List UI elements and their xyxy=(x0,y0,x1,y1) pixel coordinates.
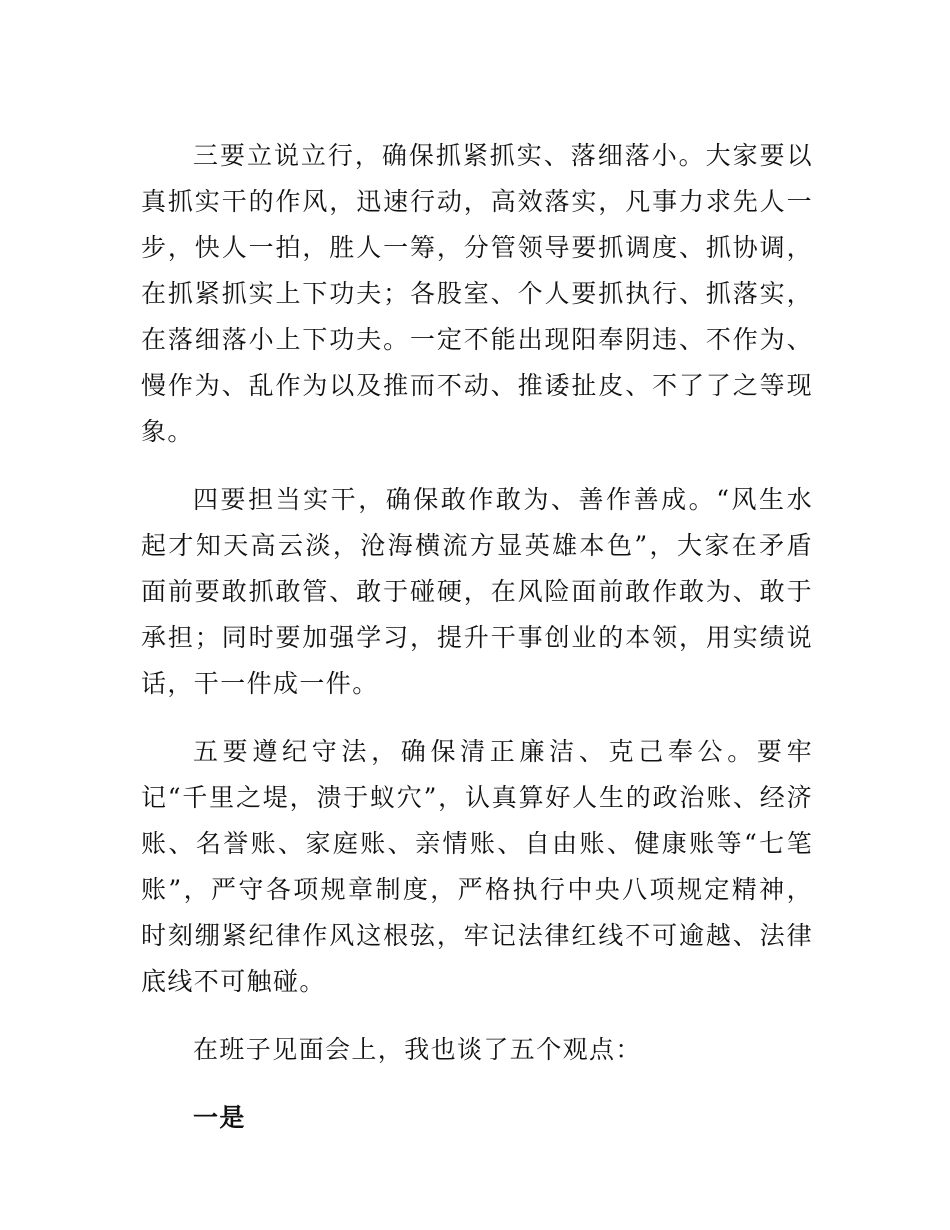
paragraph-three-requirements: 三要立说立行，确保抓紧抓实、落细落小。大家要以真抓实干的作风，迅速行动，高效落实，凡事力求先人一步，快人一拍，胜人一筹，分管领导要抓调度、抓协调，在抓紧抓实上下功夫；各股室、个人要抓执行、抓落实，在落细落小上下功夫。一定不能出现阳奉阴违、不作为、慢作为、乱作为以及推而不动、推诿扯皮、不了了之等现象。 xyxy=(141,141,813,446)
paragraph-meeting-views: 在班子见面会上，我也谈了五个观点： xyxy=(193,1035,642,1064)
paragraph-four-requirements: 四要担当实干，确保敢作敢为、善作善成。“风生水起才知天高云淡，沧海横流方显英雄本色”，大家在矛盾面前要敢抓敢管、敢于碰硬，在风险面前敢作敢为、敢于承担；同时要加强学习，提升干事创业的本领，用实绩说话，干一件成一件。 xyxy=(141,485,813,698)
document-body xyxy=(141,133,813,1141)
paragraph-five-requirements: 五要遵纪守法，确保清正廉洁、克己奉公。要牢记“千里之堤，溃于蚁穴”，认真算好人生的政治账、经济账、名誉账、家庭账、亲情账、自由账、健康账等“七笔账”，严守各项规章制度，严格执行中央八项规定精神，时刻绷紧纪律作风这根弦，牢记法律红线不可逾越、法律底线不可触碰。 xyxy=(141,737,813,996)
section-heading-first: 一是 xyxy=(193,1103,246,1132)
